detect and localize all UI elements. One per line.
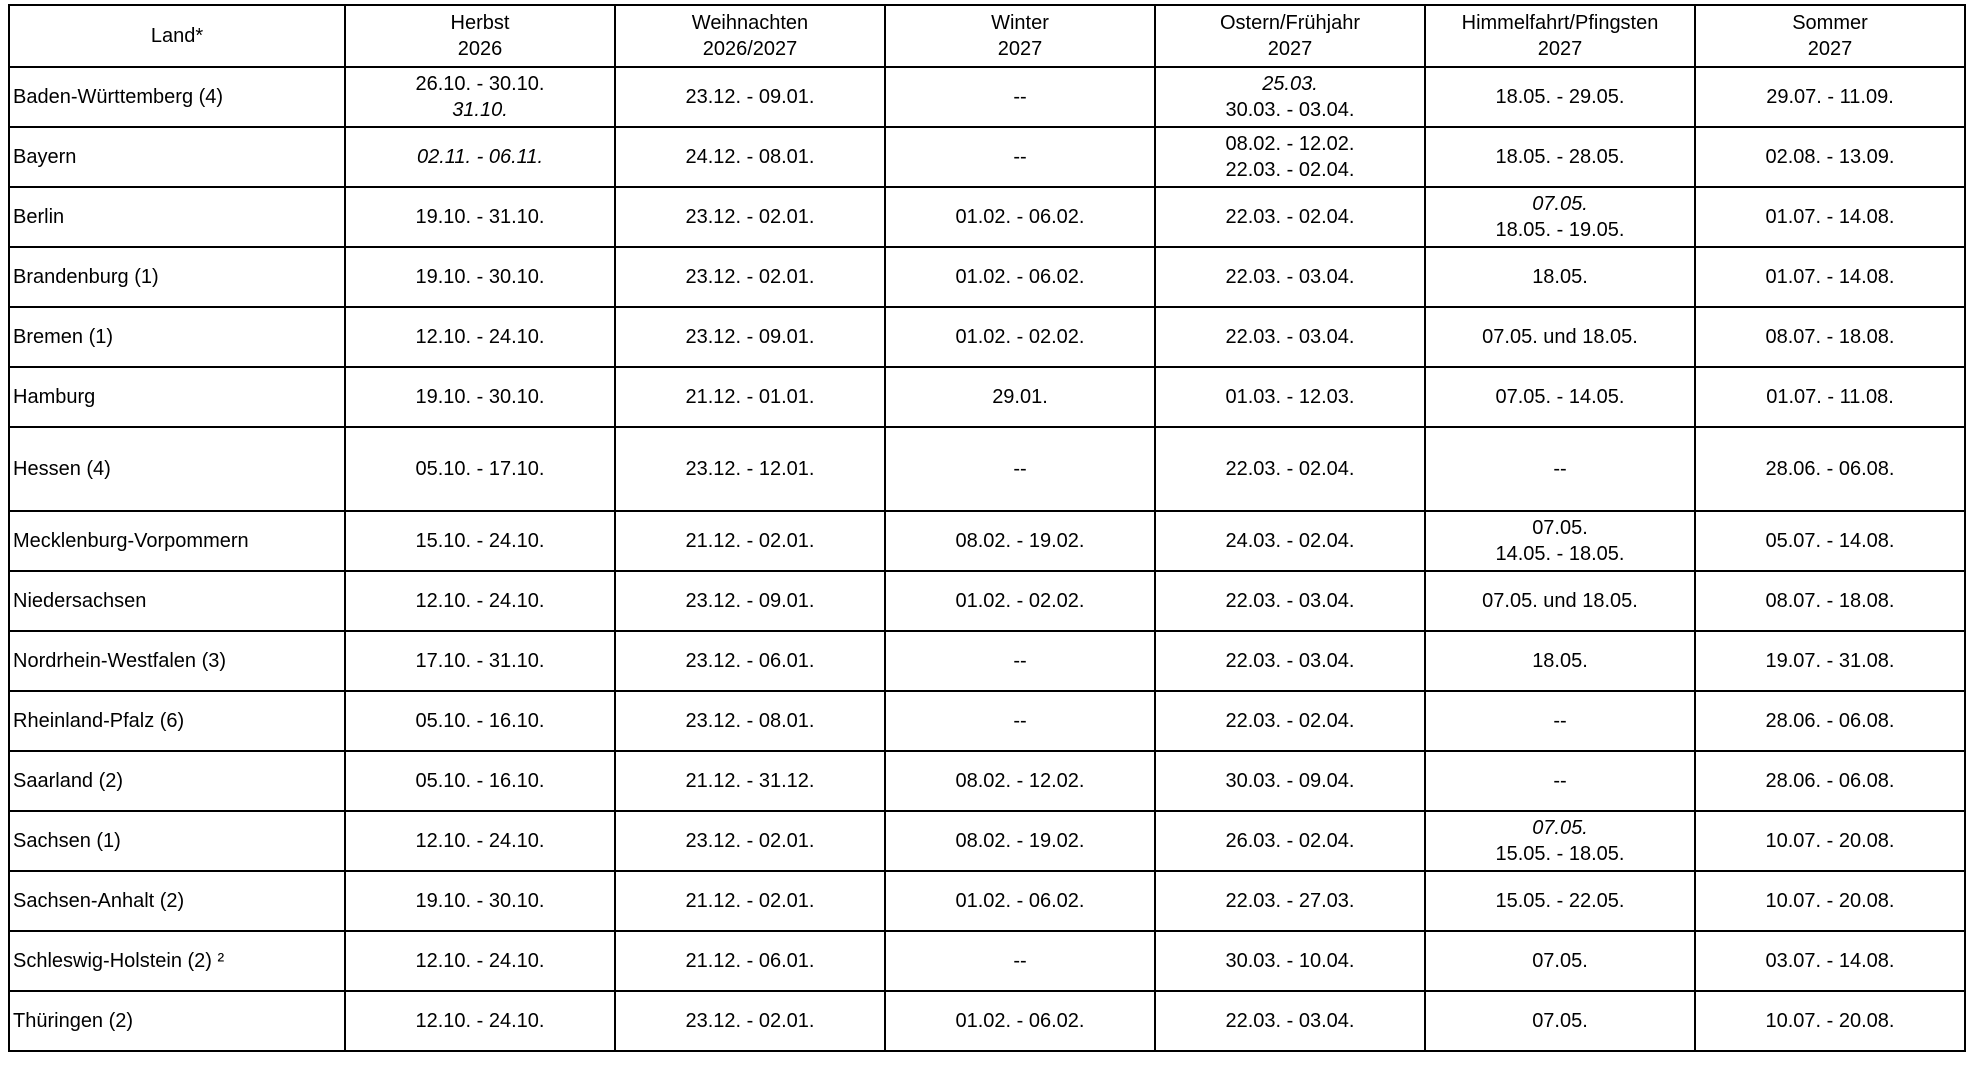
state-name-cell: Schleswig-Holstein (2) ² [9, 931, 345, 991]
date-range-text: 24.12. - 08.01. [685, 146, 815, 168]
column-header-line: 2027 [1267, 38, 1313, 60]
date-cell-herbst [345, 871, 615, 931]
date-cell-ostern-fruehjahr [1155, 127, 1425, 187]
column-header-line: 2027 [1537, 38, 1583, 60]
table-row [9, 427, 1965, 511]
date-range-text: 23.12. - 09.01. [685, 86, 815, 108]
column-header-land [9, 5, 345, 67]
date-cell-himmelfahrt-pfingsten [1425, 991, 1695, 1051]
date-cell-ostern-fruehjahr [1155, 751, 1425, 811]
column-header-himmelfahrt-pfingsten [1425, 5, 1695, 67]
date-range-text: 19.10. - 31.10. [415, 206, 545, 228]
table-row [9, 571, 1965, 631]
date-range-text: 07.05. [1532, 817, 1588, 839]
date-cell-sommer [1695, 691, 1965, 751]
date-range-text: 19.10. - 30.10. [415, 386, 545, 408]
date-cell-winter [885, 811, 1155, 871]
date-cell-ostern-fruehjahr [1155, 631, 1425, 691]
column-header-line: Himmelfahrt/Pfingsten [1461, 12, 1659, 34]
date-range-text: 10.07. - 20.08. [1765, 1010, 1895, 1032]
date-cell-himmelfahrt-pfingsten [1425, 427, 1695, 511]
date-range-text: 30.03. - 03.04. [1225, 99, 1355, 121]
date-range-text: 07.05. und 18.05. [1482, 590, 1638, 612]
date-range-text: 18.05. [1532, 266, 1588, 288]
date-range-text: 19.10. - 30.10. [415, 266, 545, 288]
date-range-text: 10.07. - 20.08. [1765, 830, 1895, 852]
date-cell-ostern-fruehjahr [1155, 691, 1425, 751]
column-header-line: Ostern/Frühjahr [1219, 12, 1361, 34]
date-range-text: -- [1013, 86, 1027, 108]
date-range-text: 23.12. - 09.01. [685, 590, 815, 612]
date-range-text: 01.02. - 02.02. [955, 590, 1085, 612]
date-range-text: 08.02. - 12.02. [955, 770, 1085, 792]
date-cell-herbst [345, 751, 615, 811]
date-cell-weihnachten [615, 511, 885, 571]
date-range-text: 23.12. - 02.01. [685, 266, 815, 288]
state-name-cell: Hamburg [9, 367, 345, 427]
date-range-text: 05.10. - 16.10. [415, 710, 545, 732]
date-range-text: 22.03. - 03.04. [1225, 650, 1355, 672]
date-cell-weihnachten [615, 751, 885, 811]
date-cell-himmelfahrt-pfingsten [1425, 751, 1695, 811]
date-range-text: 19.07. - 31.08. [1765, 650, 1895, 672]
date-cell-himmelfahrt-pfingsten [1425, 691, 1695, 751]
date-range-text: 01.02. - 06.02. [955, 890, 1085, 912]
column-header-line: Winter [991, 12, 1049, 34]
date-range-text: 05.07. - 14.08. [1765, 530, 1895, 552]
date-cell-herbst [345, 127, 615, 187]
date-cell-herbst [345, 427, 615, 511]
date-range-text: 12.10. - 24.10. [415, 1010, 545, 1032]
date-cell-winter [885, 247, 1155, 307]
column-header-weihnachten [615, 5, 885, 67]
state-name-cell: Berlin [9, 187, 345, 247]
date-cell-himmelfahrt-pfingsten [1425, 631, 1695, 691]
date-cell-weihnachten [615, 427, 885, 511]
date-range-text: 23.12. - 02.01. [685, 1010, 815, 1032]
column-header-sommer [1695, 5, 1965, 67]
date-cell-winter [885, 991, 1155, 1051]
date-range-text: 12.10. - 24.10. [415, 590, 545, 612]
date-range-text: 22.03. - 03.04. [1225, 590, 1355, 612]
date-cell-herbst [345, 691, 615, 751]
date-cell-weihnachten [615, 991, 885, 1051]
column-header-winter [885, 5, 1155, 67]
date-range-text: 12.10. - 24.10. [415, 950, 545, 972]
date-cell-sommer [1695, 127, 1965, 187]
date-cell-weihnachten [615, 931, 885, 991]
date-cell-herbst [345, 307, 615, 367]
table-row [9, 511, 1965, 571]
column-header-line: 2027 [1807, 38, 1853, 60]
table-row [9, 187, 1965, 247]
state-name-cell: Bayern [9, 127, 345, 187]
date-cell-himmelfahrt-pfingsten [1425, 871, 1695, 931]
date-range-text: 22.03. - 03.04. [1225, 1010, 1355, 1032]
date-range-text: -- [1553, 458, 1567, 480]
date-range-text: 29.01. [992, 386, 1048, 408]
date-range-text: 23.12. - 06.01. [685, 650, 815, 672]
date-cell-winter [885, 367, 1155, 427]
date-cell-sommer [1695, 187, 1965, 247]
date-cell-sommer [1695, 931, 1965, 991]
date-range-text: 18.05. - 28.05. [1495, 146, 1625, 168]
date-range-text: 24.03. - 02.04. [1225, 530, 1355, 552]
date-cell-himmelfahrt-pfingsten [1425, 367, 1695, 427]
state-name-cell: Rheinland-Pfalz (6) [9, 691, 345, 751]
date-range-text: -- [1553, 710, 1567, 732]
date-range-text: 22.03. - 02.04. [1225, 710, 1355, 732]
date-range-text: 22.03. - 02.04. [1225, 206, 1355, 228]
table-row [9, 931, 1965, 991]
column-header-line: 2027 [997, 38, 1043, 60]
date-cell-herbst [345, 247, 615, 307]
date-cell-sommer [1695, 307, 1965, 367]
date-range-text: 08.02. - 12.02. [1225, 133, 1355, 155]
date-range-text: 07.05. [1532, 950, 1588, 972]
date-range-text: 01.02. - 06.02. [955, 266, 1085, 288]
date-cell-himmelfahrt-pfingsten [1425, 571, 1695, 631]
date-cell-herbst [345, 631, 615, 691]
date-cell-winter [885, 511, 1155, 571]
date-cell-herbst [345, 931, 615, 991]
column-header-ostern-fruehjahr [1155, 5, 1425, 67]
date-cell-winter [885, 427, 1155, 511]
date-cell-herbst [345, 991, 615, 1051]
state-name-cell: Sachsen (1) [9, 811, 345, 871]
table-header [9, 5, 1965, 67]
date-cell-ostern-fruehjahr [1155, 187, 1425, 247]
date-cell-weihnachten [615, 571, 885, 631]
date-range-text: -- [1013, 710, 1027, 732]
date-cell-herbst [345, 511, 615, 571]
date-cell-weihnachten [615, 187, 885, 247]
date-range-text: 23.12. - 12.01. [685, 458, 815, 480]
date-range-text: 22.03. - 03.04. [1225, 326, 1355, 348]
column-header-line: Sommer [1792, 12, 1868, 34]
date-range-text: 25.03. [1262, 73, 1318, 95]
date-cell-himmelfahrt-pfingsten [1425, 127, 1695, 187]
date-range-text: 22.03. - 27.03. [1225, 890, 1355, 912]
date-cell-himmelfahrt-pfingsten [1425, 187, 1695, 247]
date-range-text: 18.05. [1532, 650, 1588, 672]
date-range-text: 28.06. - 06.08. [1765, 458, 1895, 480]
date-range-text: -- [1013, 950, 1027, 972]
state-name-cell: Sachsen-Anhalt (2) [9, 871, 345, 931]
table-row [9, 991, 1965, 1051]
date-range-text: 10.07. - 20.08. [1765, 890, 1895, 912]
date-range-text: 01.02. - 06.02. [955, 206, 1085, 228]
date-range-text: -- [1013, 458, 1027, 480]
date-range-text: 07.05. [1532, 517, 1588, 539]
date-cell-weihnachten [615, 127, 885, 187]
date-cell-sommer [1695, 247, 1965, 307]
date-cell-sommer [1695, 871, 1965, 931]
date-cell-himmelfahrt-pfingsten [1425, 67, 1695, 127]
date-range-text: 07.05. [1532, 193, 1588, 215]
date-cell-weihnachten [615, 367, 885, 427]
date-cell-winter [885, 127, 1155, 187]
date-range-text: 15.05. - 18.05. [1495, 843, 1625, 865]
date-range-text: 26.10. - 30.10. [415, 73, 545, 95]
date-cell-himmelfahrt-pfingsten [1425, 247, 1695, 307]
date-cell-sommer [1695, 511, 1965, 571]
date-range-text: 01.07. - 14.08. [1765, 206, 1895, 228]
date-cell-ostern-fruehjahr [1155, 871, 1425, 931]
date-cell-herbst [345, 571, 615, 631]
date-range-text: 23.12. - 09.01. [685, 326, 815, 348]
date-cell-weihnachten [615, 871, 885, 931]
table-body [9, 67, 1965, 1051]
date-cell-winter [885, 871, 1155, 931]
column-header-line: 2026/2027 [702, 38, 798, 60]
date-cell-winter [885, 931, 1155, 991]
date-range-text: 12.10. - 24.10. [415, 326, 545, 348]
date-cell-ostern-fruehjahr [1155, 511, 1425, 571]
date-cell-ostern-fruehjahr [1155, 991, 1425, 1051]
date-range-text: 14.05. - 18.05. [1495, 543, 1625, 565]
date-range-text: 22.03. - 02.04. [1225, 458, 1355, 480]
table-row [9, 691, 1965, 751]
date-range-text: 26.03. - 02.04. [1225, 830, 1355, 852]
date-range-text: 22.03. - 02.04. [1225, 159, 1355, 181]
date-cell-weihnachten [615, 811, 885, 871]
date-range-text: 21.12. - 01.01. [685, 386, 815, 408]
date-range-text: 31.10. [452, 99, 508, 121]
date-cell-weihnachten [615, 67, 885, 127]
date-range-text: 17.10. - 31.10. [415, 650, 545, 672]
state-name-cell: Bremen (1) [9, 307, 345, 367]
date-range-text: 02.08. - 13.09. [1765, 146, 1895, 168]
date-range-text: 21.12. - 02.01. [685, 530, 815, 552]
column-header-line: Weihnachten [691, 12, 809, 34]
date-range-text: 01.03. - 12.03. [1225, 386, 1355, 408]
date-cell-ostern-fruehjahr [1155, 367, 1425, 427]
date-range-text: 02.11. - 06.11. [416, 146, 543, 168]
date-range-text: 28.06. - 06.08. [1765, 710, 1895, 732]
date-cell-ostern-fruehjahr [1155, 67, 1425, 127]
date-range-text: 23.12. - 02.01. [685, 830, 815, 852]
state-name-cell: Niedersachsen [9, 571, 345, 631]
date-range-text: -- [1013, 650, 1027, 672]
date-cell-ostern-fruehjahr [1155, 247, 1425, 307]
date-cell-sommer [1695, 571, 1965, 631]
table-row [9, 367, 1965, 427]
date-range-text: 08.07. - 18.08. [1765, 590, 1895, 612]
table-row [9, 871, 1965, 931]
date-cell-herbst [345, 811, 615, 871]
date-range-text: 21.12. - 31.12. [685, 770, 815, 792]
date-range-text: -- [1553, 770, 1567, 792]
date-cell-weihnachten [615, 247, 885, 307]
date-range-text: 05.10. - 16.10. [415, 770, 545, 792]
date-range-text: 05.10. - 17.10. [415, 458, 545, 480]
date-cell-himmelfahrt-pfingsten [1425, 811, 1695, 871]
column-header-line: Herbst [450, 12, 510, 34]
date-cell-winter [885, 751, 1155, 811]
date-range-text: 18.05. - 19.05. [1495, 219, 1625, 241]
date-cell-sommer [1695, 751, 1965, 811]
date-cell-sommer [1695, 67, 1965, 127]
date-range-text: 03.07. - 14.08. [1765, 950, 1895, 972]
table-row [9, 307, 1965, 367]
state-name-cell: Hessen (4) [9, 427, 345, 511]
date-cell-winter [885, 67, 1155, 127]
date-range-text: 30.03. - 09.04. [1225, 770, 1355, 792]
date-cell-ostern-fruehjahr [1155, 427, 1425, 511]
date-cell-herbst [345, 187, 615, 247]
state-name-cell: Mecklenburg-Vorpommern [9, 511, 345, 571]
date-range-text: 29.07. - 11.09. [1766, 86, 1894, 108]
date-cell-sommer [1695, 367, 1965, 427]
date-range-text: 01.02. - 02.02. [955, 326, 1085, 348]
state-name-cell: Thüringen (2) [9, 991, 345, 1051]
date-range-text: 01.07. - 14.08. [1765, 266, 1895, 288]
date-cell-himmelfahrt-pfingsten [1425, 511, 1695, 571]
date-range-text: 07.05. [1532, 1010, 1588, 1032]
date-range-text: 23.12. - 02.01. [685, 206, 815, 228]
date-range-text: 07.05. und 18.05. [1482, 326, 1638, 348]
date-range-text: 08.07. - 18.08. [1765, 326, 1895, 348]
date-range-text: 07.05. - 14.05. [1495, 386, 1625, 408]
date-cell-ostern-fruehjahr [1155, 571, 1425, 631]
date-range-text: 15.10. - 24.10. [415, 530, 545, 552]
date-cell-sommer [1695, 811, 1965, 871]
date-cell-ostern-fruehjahr [1155, 811, 1425, 871]
date-cell-himmelfahrt-pfingsten [1425, 931, 1695, 991]
column-header-herbst [345, 5, 615, 67]
date-range-text: 28.06. - 06.08. [1765, 770, 1895, 792]
date-range-text: 18.05. - 29.05. [1495, 86, 1625, 108]
date-range-text: 15.05. - 22.05. [1495, 890, 1625, 912]
table-row [9, 127, 1965, 187]
date-range-text: 12.10. - 24.10. [415, 830, 545, 852]
header-row [9, 5, 1965, 67]
table-row [9, 811, 1965, 871]
state-name-cell: Baden-Württemberg (4) [9, 67, 345, 127]
date-range-text: 22.03. - 03.04. [1225, 266, 1355, 288]
date-range-text: -- [1013, 146, 1027, 168]
date-range-text: 01.02. - 06.02. [955, 1010, 1085, 1032]
date-cell-ostern-fruehjahr [1155, 307, 1425, 367]
date-range-text: 19.10. - 30.10. [415, 890, 545, 912]
date-range-text: 01.07. - 11.08. [1766, 386, 1894, 408]
table-row [9, 631, 1965, 691]
state-name-cell: Brandenburg (1) [9, 247, 345, 307]
date-cell-sommer [1695, 631, 1965, 691]
date-cell-winter [885, 571, 1155, 631]
date-cell-weihnachten [615, 631, 885, 691]
date-cell-winter [885, 307, 1155, 367]
date-cell-herbst [345, 367, 615, 427]
date-cell-ostern-fruehjahr [1155, 931, 1425, 991]
date-cell-winter [885, 187, 1155, 247]
state-name-cell: Nordrhein-Westfalen (3) [9, 631, 345, 691]
date-cell-winter [885, 691, 1155, 751]
date-cell-winter [885, 631, 1155, 691]
table-row [9, 67, 1965, 127]
table-row [9, 751, 1965, 811]
date-cell-herbst [345, 67, 615, 127]
date-range-text: 21.12. - 06.01. [685, 950, 815, 972]
state-name-cell: Saarland (2) [9, 751, 345, 811]
date-range-text: 30.03. - 10.04. [1225, 950, 1355, 972]
date-range-text: 21.12. - 02.01. [685, 890, 815, 912]
school-holidays-table [8, 4, 1966, 1052]
date-cell-sommer [1695, 991, 1965, 1051]
date-cell-weihnachten [615, 307, 885, 367]
date-range-text: 08.02. - 19.02. [955, 830, 1085, 852]
date-cell-sommer [1695, 427, 1965, 511]
date-cell-himmelfahrt-pfingsten [1425, 307, 1695, 367]
table-row [9, 247, 1965, 307]
column-header-line: 2026 [457, 38, 503, 60]
date-range-text: 23.12. - 08.01. [685, 710, 815, 732]
date-cell-weihnachten [615, 691, 885, 751]
column-header-line: Land* [150, 25, 204, 47]
date-range-text: 08.02. - 19.02. [955, 530, 1085, 552]
